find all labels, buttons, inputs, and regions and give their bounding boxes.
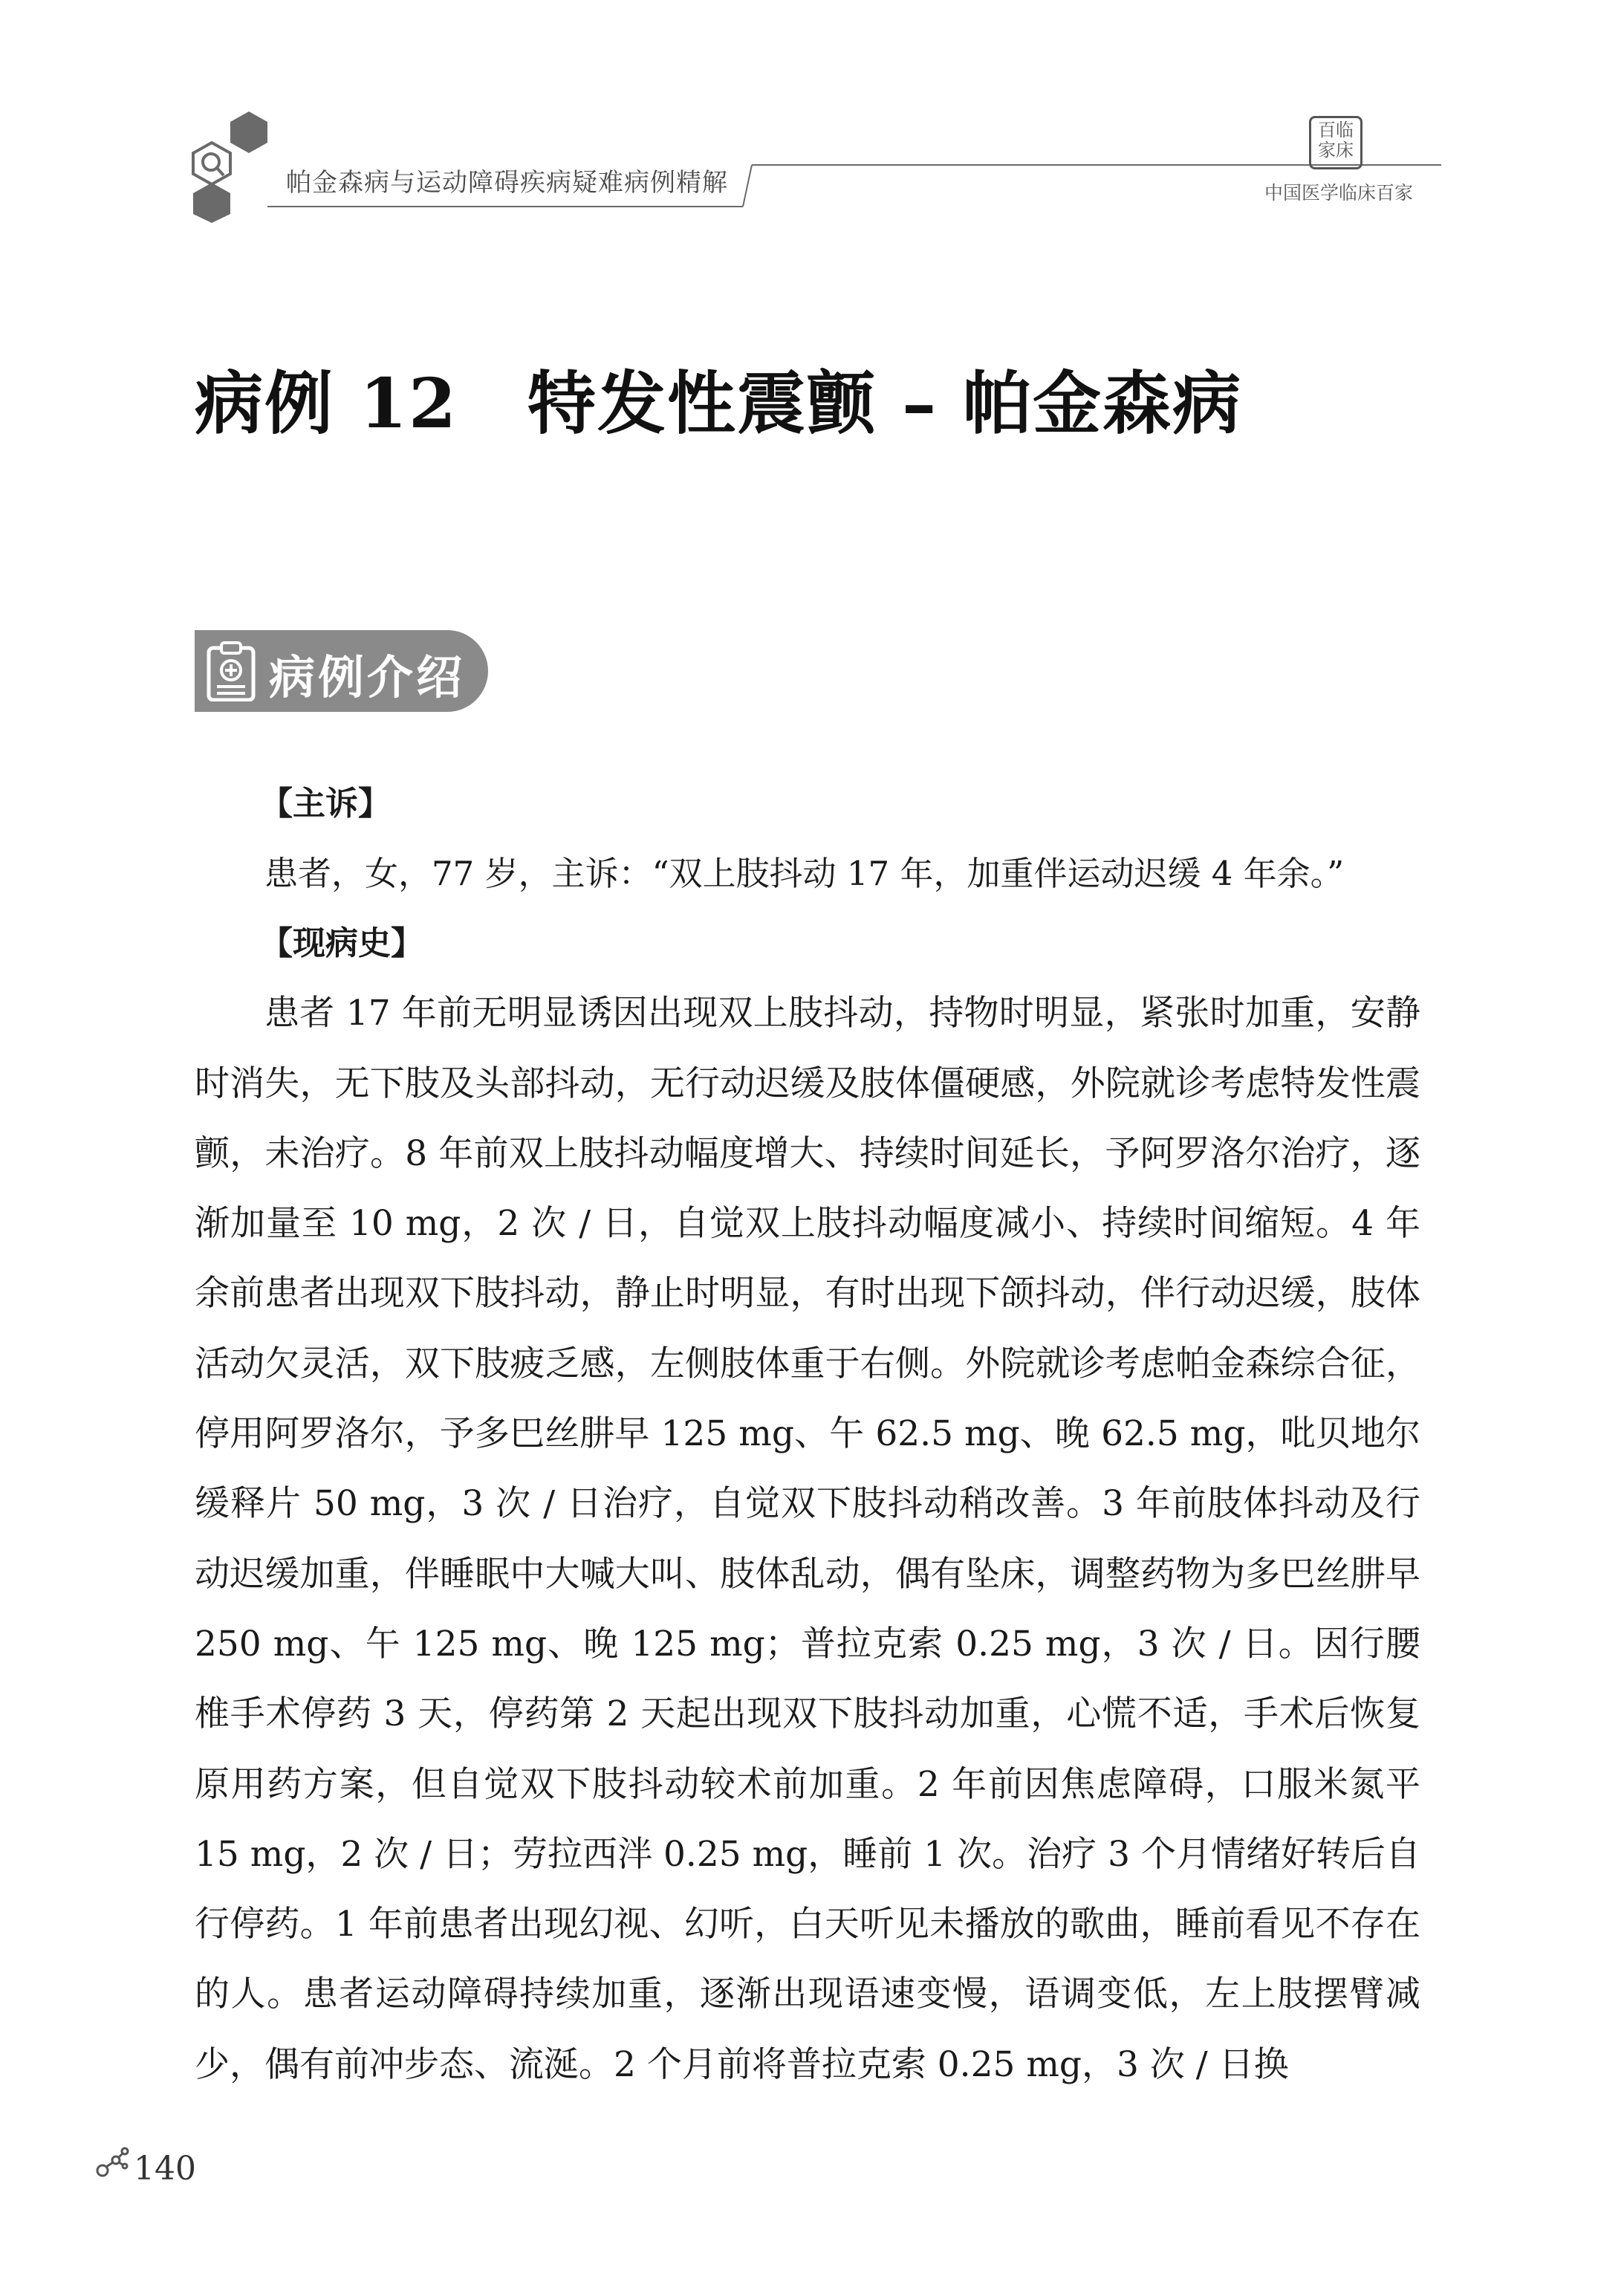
page-header bbox=[0, 0, 1624, 238]
history-text: 患者 17 年前无明显诱因出现双上肢抖动，持物时明显，紧张时加重，安静时消失，无下肢及头部抖动，无行动迟缓及肢体僵硬感，外院就诊考虑特发性震颤，未治疗。8 年前双上肢抖动幅度增大、持续时间延长，予阿罗洛尔治疗，逐渐加量至 10 mg，2 次 / 日，自觉双上肢抖动幅度减小、持续时间缩短。4 年余前患者出现双下肢抖动，静止时明显，有时出现下颌抖动，伴行动迟缓，肢体活动欠灵活，双下肢疲乏感，左侧肢体重于右侧。外院就诊考虑帕金森综合征，停用阿罗洛尔，予多巴丝肼早 125 mg、午 62.5 mg、晚 62.5 mg，吡贝地尔缓释片 50 mg，3 次 / 日治疗，自觉双下肢抖动稍改善。3 年前肢体抖动及行动迟缓加重，伴睡眠中大喊大叫、肢体乱动，偶有坠床，调整药物为多巴丝肼早 250 mg、午 125 mg、晚 125 mg；普拉克索 0.25 mg，3 次 / 日。因行腰椎手术停药 3 天，停药第 2 天起出现双下肢抖动加重，心慌不适，手术后恢复原用药方案，但自觉双下肢抖动较术前加重。2 年前因焦虑障碍，口服米氮平 15 mg，2 次 / 日；劳拉西泮 0.25 mg，睡前 1 次。治疗 3 个月情绪好转后自行停药。1 年前患者出现幻视、幻听，白天听见未播放的歌曲，睡前看见不存在的人。患者运动障碍持续加重，逐渐出现语速变慢，语调变低，左上肢摆臂减少，偶有前冲步态、流涎。2 个月前将普拉克索 0.25 mg，3 次 / 日换 bbox=[195, 993, 1420, 2085]
history-heading: 【现病史】 bbox=[260, 924, 423, 963]
series-logo-text: 百临家床 bbox=[1318, 120, 1354, 161]
page-number: 140 bbox=[134, 2150, 196, 2188]
molecule-icon bbox=[95, 2144, 131, 2179]
chief-complaint-text: 患者，女，77 岁，主诉：“双上肢抖动 17 年，加重伴运动迟缓 4 年余。” bbox=[264, 854, 1345, 893]
section-label: 病例介绍 bbox=[269, 650, 466, 704]
clipboard-medical-icon bbox=[205, 641, 257, 701]
series-logo bbox=[1309, 116, 1362, 169]
case-content bbox=[195, 769, 1420, 2100]
section-badge bbox=[195, 630, 488, 712]
book-title: 帕金森病与运动障碍疾病疑难病例精解 bbox=[286, 168, 728, 198]
series-name: 中国医学临床百家 bbox=[1264, 182, 1414, 204]
case-title: 病例 12 特发性震颤 – 帕金森病 bbox=[195, 363, 1243, 444]
chief-complaint-heading: 【主诉】 bbox=[260, 785, 391, 823]
